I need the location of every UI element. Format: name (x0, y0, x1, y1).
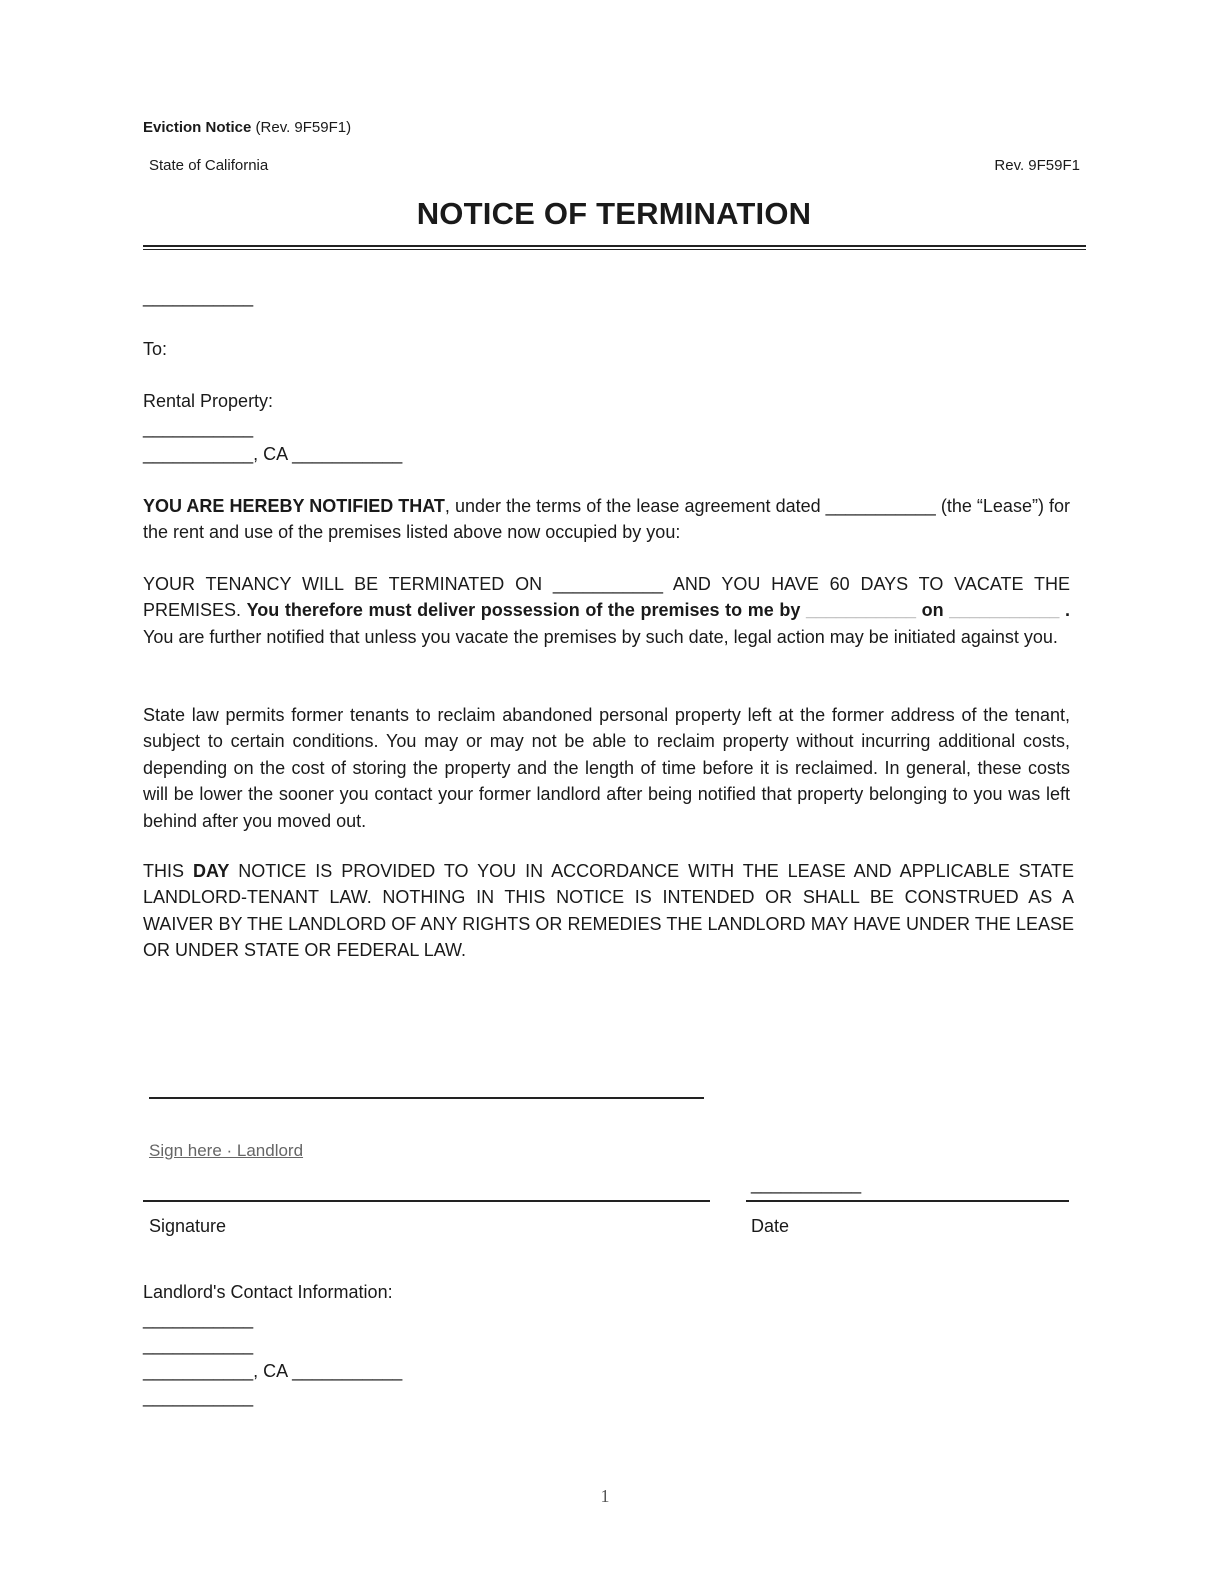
notice-date-field[interactable]: ___________ (143, 287, 254, 307)
period-text: . (1059, 600, 1070, 621)
signature-input-line[interactable] (149, 1097, 704, 1099)
landlord-contact-label: Landlord's Contact Information: (143, 1282, 393, 1302)
page-title: NOTICE OF TERMINATION (416, 196, 812, 231)
document-revision: (Rev. 9F59F1) (255, 119, 352, 136)
legal-action-text: You are further notified that unless you vacate the premises by such date, legal action may be initiated against you. (143, 626, 1058, 647)
signature-label: Signature (149, 1216, 227, 1236)
rental-property-label: Rental Property: (143, 391, 274, 411)
notice-compliance-paragraph (143, 858, 1074, 964)
state-label: State of California (149, 157, 269, 174)
notification-paragraph (143, 493, 1070, 546)
landlord-contact-line4[interactable]: ___________ (143, 1387, 254, 1407)
date-field[interactable]: ___________ (751, 1174, 862, 1194)
revision-label: Rev. 9F59F1 (994, 157, 1080, 174)
document-header (143, 119, 351, 136)
termination-paragraph (143, 571, 1070, 650)
document-label: Eviction Notice (143, 119, 252, 136)
notification-text: , under the terms of the lease agreement dated ___________ (the “Lease”) for the rent and use of the premises listed above now occupied by you: (143, 496, 1071, 543)
title-divider (143, 245, 1086, 247)
date-underline (746, 1200, 1069, 1202)
signature-underline (143, 1200, 710, 1202)
page-number: 1 (600, 1486, 610, 1506)
termination-text: YOUR TENANCY WILL BE TERMINATED ON ___________ AND YOU HAVE 60 DAYS TO VACATE THE PREMISES. (143, 574, 1070, 621)
to-label: To: (143, 339, 168, 359)
possession-text: You therefore must deliver possession of the premises to me by (246, 600, 806, 621)
compliance-day: DAY (192, 861, 230, 881)
notification-heading: YOU ARE HEREBY NOTIFIED THAT (143, 496, 445, 516)
compliance-prefix: THIS (143, 861, 193, 881)
compliance-text: NOTICE IS PROVIDED TO YOU IN ACCORDANCE WITH THE LEASE AND APPLICABLE STATE LANDLORD-TENANT LAW. NOTHING IN THIS NOTICE IS INTENDED OR SHALL BE CONSTRUED AS A WAIVER BY THE LANDLORD OF ANY RIGHTS OR REMEDIES THE LANDLORD MAY HAVE UNDER THE LEASE OR UNDER STATE OR FEDERAL LAW. (143, 861, 1074, 961)
possession-date-field-2[interactable]: ___________ (949, 600, 1060, 621)
rental-address-line1[interactable]: ___________ (143, 418, 254, 438)
landlord-contact-line1[interactable]: ___________ (143, 1309, 254, 1329)
title-divider-thin (143, 249, 1086, 250)
possession-date-field[interactable]: ___________ (805, 600, 917, 621)
rental-address-line2[interactable]: ___________, CA ___________ (143, 444, 403, 464)
date-label: Date (751, 1216, 790, 1236)
sign-here-link[interactable]: Sign here · Landlord (149, 1141, 304, 1160)
abandoned-property-paragraph: State law permits former tenants to reclaim abandoned personal property left at the former address of the tenant, subject to certain conditions. You may or may not be able to reclaim property without incurring additional costs, depending on the cost of storing the property and the length of time before it is reclaimed. In general, these costs will be lower the sooner you contact your former landlord after being notified that property belonging to you was left behind after you moved out. (143, 705, 1070, 831)
landlord-contact-line3[interactable]: ___________, CA ___________ (143, 1361, 403, 1381)
on-text: on (916, 600, 950, 621)
landlord-contact-line2[interactable]: ___________ (143, 1335, 254, 1355)
